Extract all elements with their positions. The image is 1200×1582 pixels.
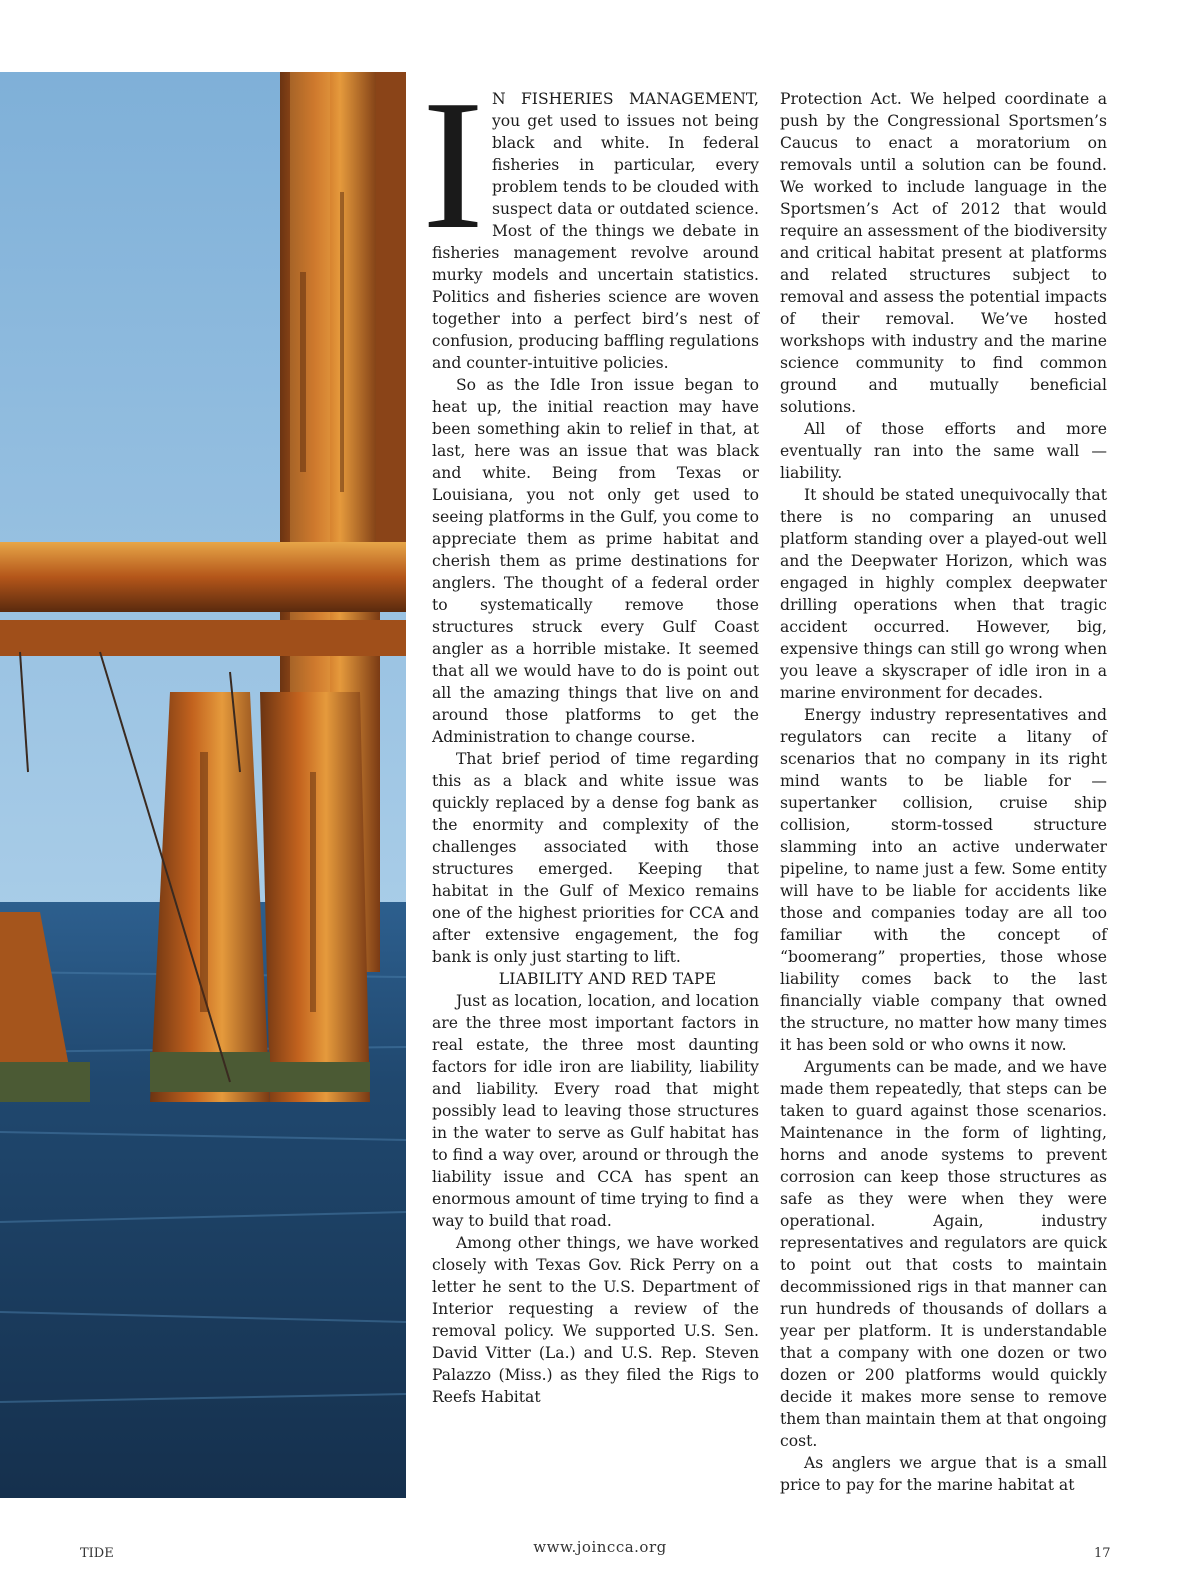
paragraph: Just as location, location, and location are the three most important factors in real estate, the three most daunting factors for idle iron are liability, liability and liability. Every road that might possibly lead to leaving those structures in the water to serve as Gulf habitat has to find a way over, around or through the liability issue and CCA has spent an enormous amount of time trying to find a way to build that road. [432,992,759,1230]
paragraph: Among other things, we have worked closely with Texas Gov. Rick Perry on a letter he sent to the U.S. Department of Interior requesting a review of the removal policy. We supported U.S. Sen. David Vitter (La.) and U.S. Rep. Steven Palazzo (Miss.) as they filed the Rigs to Reefs Habitat [432,1234,759,1406]
article-column-2 [780,88,1107,1496]
platform-photo [0,72,406,1498]
rusted-platform-image [0,72,406,1498]
article-column-1 [422,62,759,1408]
lead-paragraph [422,62,759,374]
paragraph: Energy industry representatives and regulators can recite a litany of scenarios that no company in its right mind wants to be liable for — supertanker collision, cruise ship collision, storm-tossed structure slamming into an active underwater pipeline, to name just a few. Some entity will have to be liable for accidents like those and companies today are all too familiar with the concept of “boomerang” properties, those whose liability comes back to the last financially viable company that owned the structure, no matter how many times it has been sold or who owns it now. [780,706,1107,1054]
page-number: 17 [1094,1546,1111,1561]
paragraph: N FISHERIES MANAGEMENT, you get used to issues not being black and white. In federal fisheries in particular, every problem tends to be clouded with suspect data or outdated science. Most of the things we debate in fisheries management revolve around murky models and uncertain statistics. Politics and fisheries science are woven together into a perfect bird’s nest of confusion, producing baffling regulations and counter-intuitive policies. [432,90,759,372]
paragraph: Protection Act. We helped coordinate a push by the Congressional Sportsmen’s Caucus to enact a moratorium on removals until a solution can be found. We worked to include language in the Sportsmen’s Act of 2012 that would require an assessment of the biodiversity and critical habitat present at platforms and related structures subject to removal and assess the potential impacts of their removal. We’ve hosted workshops with industry and the marine science community to find common ground and mutually beneficial solutions. [780,90,1107,416]
website-link[interactable]: www.joincca.org [533,1538,667,1556]
paragraph: Arguments can be made, and we have made them repeatedly, that steps can be taken to guard against those scenarios. Maintenance in the form of lighting, horns and anode systems to prevent corrosion can keep those structures as safe as they were when they were operational. Again, industry representatives and regulators are quick to point out that costs to maintain decommissioned rigs in that manner can run hundreds of thousands of dollars a year per platform. It is understandable that a company with one dozen or two dozen or 200 platforms would quickly decide it makes more sense to remove them than maintain them at that ongoing cost. [780,1058,1107,1450]
paragraph: That brief period of time regarding this as a black and white issue was quickly replaced by a dense fog bank as the enormity and complexity of the challenges associated with those structures emerged. Keeping that habitat in the Gulf of Mexico remains one of the highest priorities for CCA and after extensive engagement, the fog bank is only just starting to lift. [432,750,759,966]
section-subhead: LIABILITY AND RED TAPE [498,970,717,988]
paragraph: It should be stated unequivocally that there is no comparing an unused platform standing over a played-out well and the Deepwater Horizon, which was engaged in highly complex deepwater drilling operations when that tragic accident occurred. However, big, expensive things can still go wrong when you leave a skyscraper of idle iron in a marine environment for decades. [780,486,1107,702]
paragraph: As anglers we argue that is a small price to pay for the marine habitat at [780,1454,1107,1494]
dropcap-letter: I [422,62,484,268]
publication-name: TIDE [80,1546,114,1561]
paragraph: All of those efforts and more eventually ran into the same wall — liability. [780,420,1107,482]
paragraph: So as the Idle Iron issue began to heat up, the initial reaction may have been something akin to relief in that, at last, here was an issue that was black and white. Being from Texas or Louisiana, you not only get used to seeing platforms in the Gulf, you come to appreciate them as prime habitat and cherish them as prime destinations for anglers. The thought of a federal order to systematically remove those structures struck every Gulf Coast angler as a horrible mistake. It seemed that all we would have to do is point out all the amazing things that live on and around those platforms to get the Administration to change course. [432,376,759,746]
